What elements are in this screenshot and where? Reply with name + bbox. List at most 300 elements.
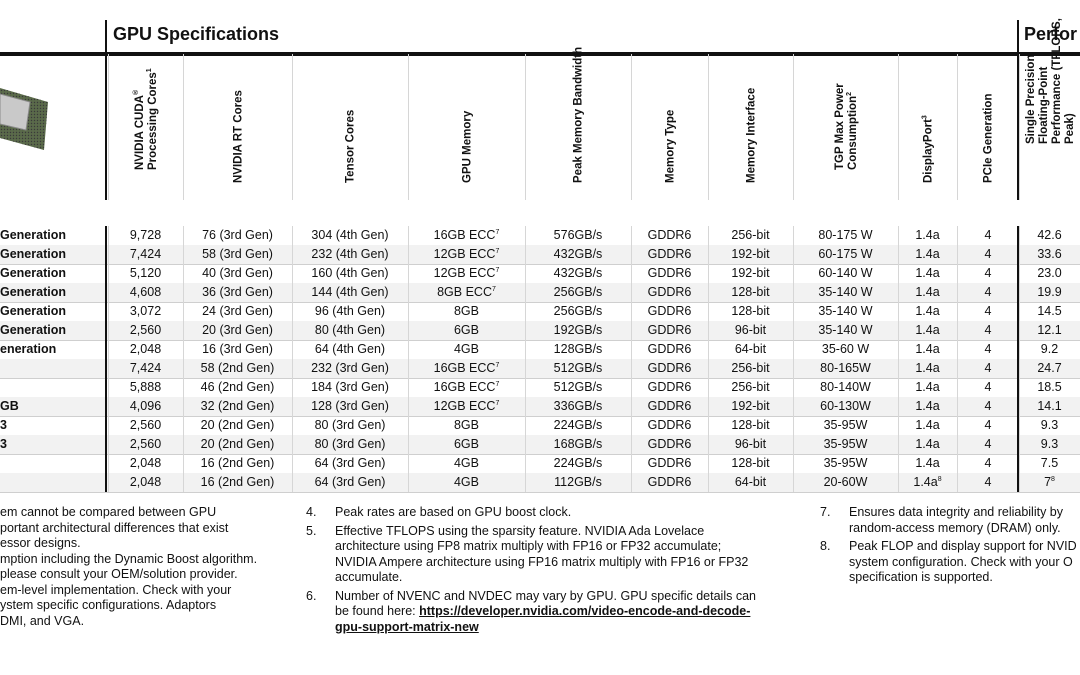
column-separator bbox=[631, 302, 632, 321]
column-header-tgp-power bbox=[793, 54, 899, 200]
gpu-name: Generation bbox=[0, 323, 66, 337]
gpu-name: 3 bbox=[0, 437, 7, 451]
memory-type-cell: GDDR6 bbox=[647, 380, 692, 394]
fp32-tflops-cell: $7^8$ bbox=[1044, 475, 1055, 489]
column-separator bbox=[1019, 473, 1020, 492]
column-separator bbox=[183, 283, 184, 302]
column-separator bbox=[292, 302, 293, 321]
column-separator bbox=[631, 454, 632, 473]
column-separator bbox=[183, 473, 184, 492]
column-separator bbox=[292, 283, 293, 302]
footnote-text bbox=[849, 505, 1063, 536]
fp32-tflops-cell: 19.9 bbox=[1037, 285, 1062, 299]
tensor-cores-cell: 80 (3rd Gen) bbox=[314, 437, 386, 451]
column-separator bbox=[793, 302, 794, 321]
fp32-tflops-cell: 9.3 bbox=[1040, 437, 1059, 451]
gpu-memory-cell: 16GB ECC$^7$ bbox=[433, 228, 500, 242]
column-separator bbox=[183, 226, 184, 245]
pcie-generation-cell: 4 bbox=[984, 361, 992, 375]
gpu-name: Generation bbox=[0, 304, 66, 318]
fp32-tflops-cell: 33.6 bbox=[1037, 247, 1062, 261]
column-separator bbox=[525, 454, 526, 473]
gpu-memory-cell: 12GB ECC$^7$ bbox=[433, 266, 500, 280]
footnote-number: 5. bbox=[306, 523, 317, 538]
column-header-label: TGP Max Power Consumption$^2$ bbox=[833, 83, 859, 170]
column-header-label: Tensor Cores bbox=[344, 109, 357, 183]
column-separator bbox=[525, 378, 526, 397]
column-header-displayport bbox=[898, 54, 958, 200]
pcie-generation-cell: 4 bbox=[984, 418, 992, 432]
displayport-cell: 1.4a bbox=[915, 266, 940, 280]
table-row bbox=[0, 245, 1080, 265]
footnote-line: em cannot be compared between GPU bbox=[0, 505, 217, 519]
memory-bandwidth-cell: 192GB/s bbox=[553, 323, 603, 337]
column-header-memory-bandwidth bbox=[525, 46, 632, 200]
column-separator bbox=[525, 283, 526, 302]
column-separator bbox=[525, 359, 526, 378]
table-row bbox=[0, 359, 1080, 379]
memory-interface-cell: 192-bit bbox=[731, 266, 770, 280]
displayport-cell: 1.4a bbox=[915, 247, 940, 261]
memory-interface-cell: 96-bit bbox=[734, 437, 767, 451]
tgp-power-cell: 35-140 W bbox=[818, 285, 873, 299]
tensor-cores-cell: 144 (4th Gen) bbox=[311, 285, 389, 299]
cuda-cores-cell: 7,424 bbox=[129, 247, 162, 261]
column-separator bbox=[793, 264, 794, 283]
pcie-generation-cell: 4 bbox=[984, 342, 992, 356]
tgp-power-cell: 60-140 W bbox=[818, 266, 873, 280]
fp32-tflops-cell: 9.2 bbox=[1040, 342, 1059, 356]
pcie-generation-cell: 4 bbox=[984, 475, 992, 489]
column-header-tensor-cores bbox=[292, 54, 409, 200]
column-separator bbox=[1019, 226, 1020, 245]
fp32-tflops-cell: 24.7 bbox=[1037, 361, 1062, 375]
column-separator bbox=[631, 245, 632, 264]
column-header-gpu-memory bbox=[408, 54, 526, 200]
memory-type-cell: GDDR6 bbox=[647, 228, 692, 242]
column-separator bbox=[525, 435, 526, 454]
column-separator bbox=[631, 340, 632, 359]
gpu-memory-cell: 16GB ECC$^7$ bbox=[433, 380, 500, 394]
memory-type-cell: GDDR6 bbox=[647, 247, 692, 261]
cuda-cores-cell: 5,888 bbox=[129, 380, 162, 394]
column-separator bbox=[793, 340, 794, 359]
column-separator bbox=[957, 435, 958, 454]
displayport-cell: 1.4a bbox=[915, 361, 940, 375]
column-separator bbox=[898, 473, 899, 492]
memory-bandwidth-cell: 256GB/s bbox=[553, 304, 603, 318]
column-separator bbox=[793, 226, 794, 245]
table-row bbox=[0, 435, 1080, 455]
rt-cores-cell: 20 (2nd Gen) bbox=[200, 437, 275, 451]
column-separator bbox=[408, 340, 409, 359]
column-separator bbox=[292, 416, 293, 435]
column-separator bbox=[793, 321, 794, 340]
memory-type-cell: GDDR6 bbox=[647, 475, 692, 489]
column-separator bbox=[708, 454, 709, 473]
column-separator bbox=[183, 264, 184, 283]
fp32-tflops-cell: 14.1 bbox=[1037, 399, 1062, 413]
column-separator bbox=[1019, 340, 1020, 359]
column-separator bbox=[183, 321, 184, 340]
column-separator bbox=[708, 245, 709, 264]
fp32-tflops-cell: 12.1 bbox=[1037, 323, 1062, 337]
table-row bbox=[0, 340, 1080, 360]
gpu-memory-cell: 16GB ECC$^7$ bbox=[433, 361, 500, 375]
pcie-generation-cell: 4 bbox=[984, 247, 992, 261]
displayport-cell: 1.4a bbox=[915, 456, 940, 470]
column-separator bbox=[898, 340, 899, 359]
gpu-memory-cell: 6GB bbox=[453, 323, 479, 337]
fp32-tflops-cell: 14.5 bbox=[1037, 304, 1062, 318]
column-separator bbox=[631, 416, 632, 435]
table-row bbox=[0, 321, 1080, 341]
gpu-name: 3 bbox=[0, 418, 7, 432]
column-separator bbox=[957, 416, 958, 435]
column-separator bbox=[1019, 416, 1020, 435]
column-separator bbox=[108, 302, 109, 321]
column-separator bbox=[957, 302, 958, 321]
column-separator bbox=[108, 397, 109, 416]
displayport-cell: 1.4a bbox=[915, 418, 940, 432]
column-separator bbox=[957, 226, 958, 245]
memory-bandwidth-cell: 336GB/s bbox=[553, 399, 603, 413]
section-divider-left bbox=[105, 20, 107, 200]
column-separator bbox=[708, 264, 709, 283]
column-separator bbox=[408, 473, 409, 492]
memory-type-cell: GDDR6 bbox=[647, 399, 692, 413]
memory-interface-cell: 192-bit bbox=[731, 247, 770, 261]
column-separator bbox=[408, 435, 409, 454]
column-header-label: Memory Interface bbox=[745, 87, 757, 183]
footnote-line: ystem specific configurations. Adaptors bbox=[0, 598, 217, 612]
table-row bbox=[0, 454, 1080, 474]
column-separator bbox=[292, 226, 293, 245]
column-header-label: NVIDIA CUDA® Processing Cores$^1$ bbox=[132, 68, 159, 170]
column-separator bbox=[408, 416, 409, 435]
memory-bandwidth-cell: 432GB/s bbox=[553, 266, 603, 280]
footnote-line: portant architectural differences that exist bbox=[0, 520, 229, 535]
memory-type-cell: GDDR6 bbox=[647, 323, 692, 337]
fp32-tflops-cell: 9.3 bbox=[1040, 418, 1059, 432]
column-separator bbox=[898, 245, 899, 264]
tgp-power-cell: 60-175 W bbox=[818, 247, 873, 261]
table-row bbox=[0, 473, 1080, 493]
tgp-power-cell: 80-175 W bbox=[818, 228, 873, 242]
memory-interface-cell: 128-bit bbox=[731, 418, 770, 432]
footnote-text-line: Ensures data integrity and reliability by bbox=[849, 505, 1064, 519]
memory-type-cell: GDDR6 bbox=[647, 266, 692, 280]
gpu-name: Generation bbox=[0, 285, 66, 299]
column-separator bbox=[708, 359, 709, 378]
column-header-memory-interface bbox=[708, 54, 794, 200]
column-separator bbox=[183, 454, 184, 473]
cuda-cores-cell: 9,728 bbox=[129, 228, 162, 242]
column-separator bbox=[1019, 435, 1020, 454]
column-separator bbox=[708, 397, 709, 416]
column-header-label: Peak Memory Bandwidth bbox=[572, 46, 585, 183]
displayport-cell: 1.4a bbox=[915, 304, 940, 318]
column-separator bbox=[1019, 245, 1020, 264]
memory-interface-cell: 192-bit bbox=[731, 399, 770, 413]
column-header-label: NVIDIA RT Cores bbox=[232, 90, 244, 183]
column-separator bbox=[957, 378, 958, 397]
table-row bbox=[0, 283, 1080, 303]
column-separator bbox=[292, 454, 293, 473]
column-separator bbox=[183, 378, 184, 397]
fp32-tflops-cell: 23.0 bbox=[1037, 266, 1062, 280]
column-separator bbox=[898, 264, 899, 283]
column-separator bbox=[292, 397, 293, 416]
memory-bandwidth-cell: 576GB/s bbox=[553, 228, 603, 242]
column-separator bbox=[525, 245, 526, 264]
column-separator bbox=[957, 283, 958, 302]
tensor-cores-cell: 128 (3rd Gen) bbox=[311, 399, 389, 413]
gpu-memory-cell: 4GB bbox=[453, 475, 479, 489]
cuda-cores-cell: 2,560 bbox=[129, 437, 162, 451]
memory-type-cell: GDDR6 bbox=[647, 418, 692, 432]
column-separator bbox=[631, 264, 632, 283]
footnote-link[interactable]: https://developer.nvidia.com/video-encode-and-decode- bbox=[419, 604, 751, 618]
footnote-number: 8. bbox=[820, 539, 831, 553]
gpu-name: Generation bbox=[0, 266, 66, 280]
column-separator bbox=[183, 245, 184, 264]
column-separator bbox=[108, 435, 109, 454]
cuda-cores-cell: 4,096 bbox=[129, 399, 162, 413]
column-separator bbox=[898, 416, 899, 435]
column-separator bbox=[793, 283, 794, 302]
column-separator bbox=[631, 283, 632, 302]
column-separator bbox=[957, 359, 958, 378]
column-separator bbox=[292, 473, 293, 492]
tgp-power-cell: 35-140 W bbox=[818, 323, 873, 337]
footnote-number: 7. bbox=[820, 505, 831, 519]
rt-cores-cell: 46 (2nd Gen) bbox=[200, 380, 275, 394]
column-separator bbox=[957, 473, 958, 492]
performance-title: Perfor bbox=[1024, 24, 1078, 44]
gpu-memory-cell: 8GB bbox=[453, 418, 479, 432]
column-separator bbox=[708, 435, 709, 454]
rt-cores-cell: 20 (3rd Gen) bbox=[202, 323, 273, 337]
footnote-line: mption including the Dynamic Boost algorithm. bbox=[0, 551, 258, 566]
column-separator bbox=[525, 226, 526, 245]
cuda-cores-cell: 2,048 bbox=[129, 475, 162, 489]
pcie-generation-cell: 4 bbox=[984, 266, 992, 280]
memory-interface-cell: 128-bit bbox=[731, 285, 770, 299]
column-separator bbox=[708, 321, 709, 340]
gpu-specifications-title: GPU Specifications bbox=[113, 24, 280, 44]
column-separator bbox=[1019, 454, 1020, 473]
column-separator bbox=[631, 473, 632, 492]
column-header-pcie-generation bbox=[957, 54, 1020, 200]
cuda-cores-cell: 2,048 bbox=[129, 456, 162, 470]
column-separator bbox=[108, 378, 109, 397]
column-separator bbox=[1019, 378, 1020, 397]
column-separator bbox=[957, 264, 958, 283]
column-separator bbox=[183, 435, 184, 454]
column-separator bbox=[1019, 397, 1020, 416]
fp32-tflops-cell: 18.5 bbox=[1037, 380, 1062, 394]
table-row bbox=[0, 226, 1080, 246]
displayport-cell: 1.4a bbox=[915, 342, 940, 356]
column-separator bbox=[898, 435, 899, 454]
memory-interface-cell: 128-bit bbox=[731, 304, 770, 318]
displayport-cell: $1.4a^8$ bbox=[913, 475, 942, 489]
column-separator bbox=[525, 416, 526, 435]
displayport-cell: 1.4a bbox=[915, 323, 940, 337]
column-separator bbox=[631, 359, 632, 378]
column-separator bbox=[708, 283, 709, 302]
column-separator bbox=[108, 416, 109, 435]
column-separator bbox=[708, 378, 709, 397]
tgp-power-cell: 60-130W bbox=[820, 399, 871, 413]
column-separator bbox=[898, 378, 899, 397]
memory-type-cell: GDDR6 bbox=[647, 285, 692, 299]
memory-interface-cell: 256-bit bbox=[731, 361, 770, 375]
footnote-text-line: accumulate. bbox=[335, 570, 403, 584]
footnote-text-line bbox=[335, 620, 756, 636]
gpu-memory-cell: 8GB bbox=[453, 304, 479, 318]
column-separator bbox=[108, 245, 109, 264]
displayport-cell: 1.4a bbox=[915, 399, 940, 413]
column-separator bbox=[793, 245, 794, 264]
memory-interface-cell: 64-bit bbox=[734, 475, 767, 489]
tensor-cores-cell: 96 (4th Gen) bbox=[314, 304, 386, 318]
memory-type-cell: GDDR6 bbox=[647, 456, 692, 470]
displayport-cell: 1.4a bbox=[915, 285, 940, 299]
table-section-divider bbox=[1017, 226, 1019, 492]
tensor-cores-cell: 232 (3rd Gen) bbox=[311, 361, 389, 375]
column-separator bbox=[898, 302, 899, 321]
column-separator bbox=[957, 321, 958, 340]
column-separator bbox=[793, 378, 794, 397]
rt-cores-cell: 58 (3rd Gen) bbox=[202, 247, 273, 261]
pcie-generation-cell: 4 bbox=[984, 399, 992, 413]
pcie-generation-cell: 4 bbox=[984, 304, 992, 318]
pcie-generation-cell: 4 bbox=[984, 380, 992, 394]
column-separator bbox=[408, 226, 409, 245]
column-separator bbox=[793, 454, 794, 473]
footnote-text-line: be found here: https://developer.nvidia.com/video-encode-and-decode- bbox=[335, 604, 751, 618]
column-separator bbox=[292, 264, 293, 283]
footnote-text-line: system configuration. Check with your O bbox=[849, 554, 1073, 569]
rt-cores-cell: 76 (3rd Gen) bbox=[202, 228, 273, 242]
column-header-rt-cores bbox=[183, 54, 293, 200]
column-separator bbox=[1019, 321, 1020, 340]
pcie-generation-cell: 4 bbox=[984, 285, 992, 299]
column-separator bbox=[898, 226, 899, 245]
column-separator bbox=[525, 340, 526, 359]
column-separator bbox=[108, 359, 109, 378]
tgp-power-cell: 35-60 W bbox=[821, 342, 870, 356]
rt-cores-cell: 32 (2nd Gen) bbox=[200, 399, 275, 413]
column-header-label: Memory Type bbox=[664, 109, 676, 183]
memory-bandwidth-cell: 168GB/s bbox=[553, 437, 603, 451]
column-separator bbox=[898, 359, 899, 378]
footnote-text-line: Number of NVENC and NVDEC may vary by GPU. GPU specific details can bbox=[335, 588, 756, 603]
column-separator bbox=[292, 321, 293, 340]
column-separator bbox=[525, 473, 526, 492]
tgp-power-cell: 35-95W bbox=[823, 456, 868, 470]
memory-interface-cell: 256-bit bbox=[731, 380, 770, 394]
cuda-cores-cell: 2,560 bbox=[129, 418, 162, 432]
column-separator bbox=[408, 378, 409, 397]
column-separator bbox=[108, 321, 109, 340]
column-separator bbox=[408, 321, 409, 340]
memory-type-cell: GDDR6 bbox=[647, 342, 692, 356]
column-separator bbox=[631, 321, 632, 340]
column-separator bbox=[183, 340, 184, 359]
memory-bandwidth-cell: 224GB/s bbox=[553, 418, 603, 432]
memory-type-cell: GDDR6 bbox=[647, 437, 692, 451]
gpu-name: Generation bbox=[0, 228, 66, 242]
column-separator bbox=[957, 340, 958, 359]
gpu-memory-cell: 12GB ECC$^7$ bbox=[433, 399, 500, 413]
fp32-tflops-cell: 42.6 bbox=[1037, 228, 1062, 242]
footnote-text-line: specification is supported. bbox=[849, 570, 993, 584]
column-separator bbox=[1019, 302, 1020, 321]
pcie-generation-cell: 4 bbox=[984, 456, 992, 470]
column-separator bbox=[183, 302, 184, 321]
tensor-cores-cell: 304 (4th Gen) bbox=[311, 228, 389, 242]
column-separator bbox=[408, 264, 409, 283]
column-separator bbox=[708, 473, 709, 492]
rt-cores-cell: 24 (3rd Gen) bbox=[202, 304, 273, 318]
table-row bbox=[0, 302, 1080, 322]
rt-cores-cell: 16 (2nd Gen) bbox=[200, 456, 275, 470]
gpu-memory-cell: 4GB bbox=[453, 342, 479, 356]
memory-type-cell: GDDR6 bbox=[647, 304, 692, 318]
fp32-tflops-cell: 7.5 bbox=[1040, 456, 1059, 470]
rt-cores-cell: 36 (3rd Gen) bbox=[202, 285, 273, 299]
footnote-line: DMI, and VGA. bbox=[0, 613, 85, 628]
column-separator bbox=[408, 397, 409, 416]
footnote-text-line: Peak FLOP and display support for NVID bbox=[849, 539, 1077, 553]
tgp-power-cell: 20-60W bbox=[823, 475, 868, 489]
tensor-cores-cell: 160 (4th Gen) bbox=[311, 266, 389, 280]
column-header-label: PCIe Generation bbox=[982, 93, 995, 183]
column-separator bbox=[631, 378, 632, 397]
memory-type-cell: GDDR6 bbox=[647, 361, 692, 375]
tensor-cores-cell: 64 (3rd Gen) bbox=[314, 475, 386, 489]
column-separator bbox=[793, 397, 794, 416]
column-separator bbox=[525, 302, 526, 321]
column-separator bbox=[957, 245, 958, 264]
column-separator bbox=[1019, 264, 1020, 283]
footnote-link[interactable]: gpu-support-matrix-new bbox=[335, 619, 479, 634]
column-header-memory-type bbox=[631, 54, 709, 200]
column-separator bbox=[408, 245, 409, 264]
column-separator bbox=[183, 397, 184, 416]
tensor-cores-cell: 80 (3rd Gen) bbox=[314, 418, 386, 432]
column-header-label: Single Precision Floating-Point Performance (TFLOPS, Peak) bbox=[1024, 18, 1076, 144]
tensor-cores-cell: 64 (4th Gen) bbox=[314, 342, 386, 356]
column-separator bbox=[525, 397, 526, 416]
footnote-text-line: Effective TFLOPS using the sparsity feature. NVIDIA Ada Lovelace bbox=[335, 523, 705, 538]
column-separator bbox=[108, 283, 109, 302]
memory-interface-cell: 64-bit bbox=[734, 342, 767, 356]
column-separator bbox=[1019, 359, 1020, 378]
tensor-cores-cell: 184 (3rd Gen) bbox=[311, 380, 389, 394]
column-separator bbox=[898, 454, 899, 473]
cuda-cores-cell: 4,608 bbox=[129, 285, 162, 299]
pcie-generation-cell: 4 bbox=[984, 323, 992, 337]
column-separator bbox=[525, 321, 526, 340]
footnote-number: 4. bbox=[306, 505, 317, 519]
memory-bandwidth-cell: 224GB/s bbox=[553, 456, 603, 470]
rt-cores-cell: 16 (2nd Gen) bbox=[200, 475, 275, 489]
cuda-cores-cell: 2,048 bbox=[129, 342, 162, 356]
